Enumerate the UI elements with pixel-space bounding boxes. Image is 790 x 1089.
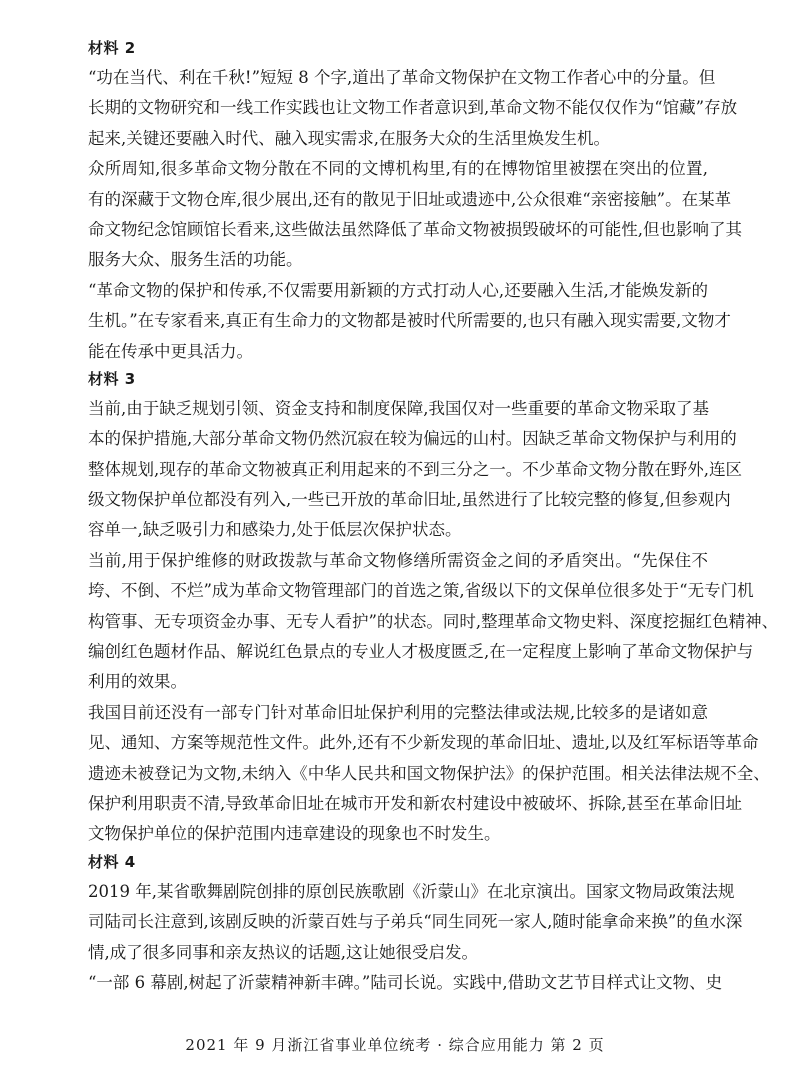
material-4-heading: 材料 4	[88, 852, 136, 871]
text-line: 众所周知,很多革命文物分散在不同的文博机构里,有的在博物馆里被摆在突出的位置,	[88, 159, 708, 179]
text-line: “功在当代、利在千秋!”短短 8 个字,道出了革命文物保护在文物工作者心中的分量。但	[88, 68, 716, 87]
document-page	[88, 36, 779, 998]
material-2-heading: 材料 2	[88, 39, 136, 57]
text-line: 垮、不倒、不烂”成为革命文物管理部门的首选之策,省级以下的文保单位很多处于“无专门机	[88, 581, 754, 601]
material-3-section	[88, 367, 779, 850]
text-line: 起来,关键还要融入时代、融入现实需求,在服务大众的生活里焕发生机。	[88, 128, 610, 148]
text-line: 当前,由于缺乏规划引领、资金支持和制度保障,我国仅对一些重要的革命文物采取了基	[88, 398, 709, 418]
material-2-paragraph-2	[88, 154, 742, 276]
material-3-heading: 材料 3	[88, 369, 136, 388]
text-line: 能在传承中更具活力。	[88, 341, 253, 361]
material-3-paragraph-2	[88, 546, 779, 698]
text-line: 命文物纪念馆顾馆长看来,这些做法虽然降低了革命文物被损毁破坏的可能性,但也影响了其	[88, 219, 742, 239]
material-4-section	[88, 850, 743, 999]
text-line: 遗迹未被登记为文物,未纳入《中华人民共和国文物保护法》的保护范围。相关法律法规不全、	[88, 763, 770, 783]
material-3-paragraph-1	[88, 394, 742, 546]
material-4-paragraph-1	[88, 877, 743, 968]
text-line: 司陆司长注意到,该剧反映的沂蒙百姓与子弟兵“同生同死一家人,随时能拿命来换”的鱼水深	[88, 912, 743, 932]
text-line: 2019 年,某省歌舞剧院创排的原创民族歌剧《沂蒙山》在北京演出。国家文物局政策法规	[88, 881, 735, 901]
text-line: 当前,用于保护维修的财政拨款与革命文物修缮所需资金之间的矛盾突出。“先保住不	[88, 550, 708, 570]
page-footer: 2021 年 9 月浙江省事业单位统考 · 综合应用能力 第 2 页	[185, 1036, 605, 1054]
text-line: 情,成了很多同事和亲友热议的话题,这让她很受启发。	[88, 942, 478, 962]
text-line: 文物保护单位的保护范围内违章建设的现象也不时发生。	[88, 824, 501, 844]
text-line: 容单一,缺乏吸引力和感染力,处于低层次保护状态。	[88, 520, 462, 540]
text-line: 服务大众、服务生活的功能。	[88, 250, 303, 270]
text-line: “革命文物的保护和传承,不仅需要用新颖的方式打动人心,还要融入生活,才能焕发新的	[88, 280, 708, 300]
text-line: 见、通知、方案等规范性文件。此外,还有不少新发现的革命旧址、遗址,以及红军标语等革命	[88, 733, 759, 753]
text-line: 长期的文物研究和一线工作实践也让文物工作者意识到,革命文物不能仅仅作为“馆藏”存放	[88, 98, 738, 118]
material-4-paragraph-2	[88, 968, 723, 998]
text-line: 构管事、无专项资金办事、无专人看护”的状态。同时,整理革命文物史料、深度挖掘红色精神、	[88, 611, 779, 631]
material-2-section	[88, 36, 742, 367]
text-line: 级文物保护单位都没有列入,一些已开放的革命旧址,虽然进行了比较完整的修复,但参观内	[88, 490, 731, 510]
text-line: 整体规划,现存的革命文物被真正利用起来的不到三分之一。不少革命文物分散在野外,连区	[88, 459, 742, 479]
text-line: 我国目前还没有一部专门针对革命旧址保护利用的完整法律或法规,比较多的是诸如意	[88, 702, 708, 722]
text-line: “一部 6 幕剧,树起了沂蒙精神新丰碑。”陆司长说。实践中,借助文艺节目样式让文物、史	[88, 972, 723, 992]
text-line: 编创红色题材作品、解说红色景点的专业人才极度匮乏,在一定程度上影响了革命文物保护与	[88, 642, 754, 662]
text-line: 保护利用职责不清,导致革命旧址在城市开发和新农村建设中被破坏、拆除,甚至在革命旧址	[88, 793, 742, 813]
material-2-paragraph-1	[88, 63, 738, 154]
text-line: 本的保护措施,大部分革命文物仍然沉寂在较为偏远的山村。因缺乏革命文物保护与利用的	[88, 429, 737, 449]
material-2-paragraph-3	[88, 276, 731, 367]
material-3-paragraph-3	[88, 698, 770, 850]
text-line: 生机。”在专家看来,真正有生命力的文物都是被时代所需要的,也只有融入现实需要,文物才	[88, 311, 731, 331]
text-line: 有的深藏于文物仓库,很少展出,还有的散见于旧址或遗迹中,公众很难“亲密接触”。在某革	[88, 189, 732, 209]
text-line: 利用的效果。	[88, 672, 187, 692]
